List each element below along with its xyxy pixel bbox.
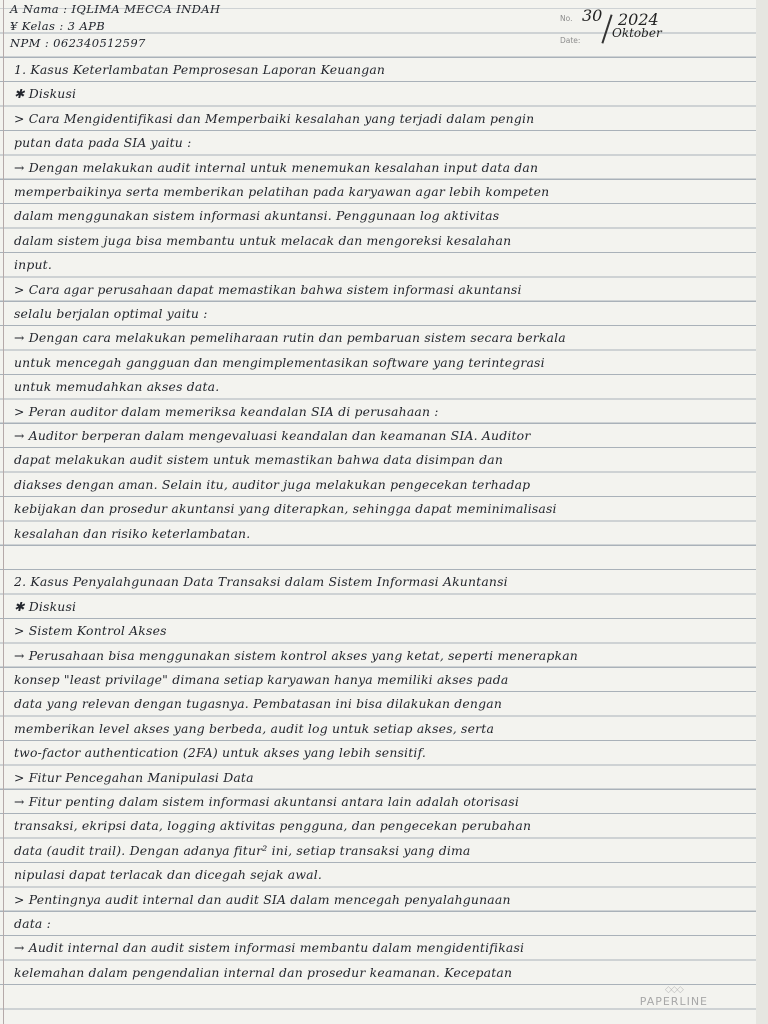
- text-line: 2. Kasus Penyalahgunaan Data Transaksi dalam Sistem Informasi Akuntansi: [14, 574, 508, 590]
- text-line: untuk mencegah gangguan dan mengimplementasikan software yang terintegrasi: [14, 354, 545, 370]
- text-line: dalam menggunakan sistem informasi akuntansi. Penggunaan log aktivitas: [14, 208, 500, 224]
- paperline-mark: ◇◇◇: [665, 985, 683, 995]
- text-line: memberikan level akses yang berbeda, audit log untuk setiap akses, serta: [14, 720, 495, 736]
- text-line: memperbaikinya serta memberikan pelatihan pada karyawan agar lebih kompeten: [14, 184, 550, 199]
- text-line: → Perusahaan bisa menggunakan sistem kontrol akses yang ketat, seperti menerapkan: [14, 647, 578, 663]
- text-line: diakses dengan aman. Selain itu, auditor juga melakukan pengecekan terhadap: [14, 476, 531, 492]
- page-edge: [756, 0, 768, 1024]
- text-line: > Cara agar perusahaan dapat memastikan bahwa sistem informasi akuntansi: [14, 281, 522, 297]
- brand-text: PAPERLINE: [639, 995, 708, 1008]
- text-line: > Peran auditor dalam memeriksa keandalan SIA di perusahaan :: [14, 403, 439, 419]
- month: Oktober: [612, 26, 662, 40]
- text-line: transaksi, ekripsi data, logging aktivitas pengguna, dan pengecekan perubahan: [14, 818, 532, 834]
- text-line: selalu berjalan optimal yaitu :: [14, 306, 208, 321]
- student-class: ¥ Kelas : 3 APB: [10, 19, 106, 33]
- text-line: → Dengan cara melakukan pemeliharaan rutin dan pembaruan sistem secara berkala: [14, 330, 566, 346]
- paperline-logo: [640, 985, 708, 1008]
- text-line: untuk memudahkan akses data.: [14, 379, 220, 395]
- text-line: > Fitur Pencegahan Manipulasi Data: [14, 769, 254, 785]
- text-line: ✱ Diskusi: [14, 86, 77, 102]
- text-line: > Sistem Kontrol Akses: [14, 623, 167, 639]
- no-label: No.: [560, 14, 573, 23]
- text-line: data (audit trail). Dengan adanya fitur² ini, setiap transaksi yang dima: [14, 842, 471, 858]
- text-line: kesalahan dan risiko keterlambatan.: [14, 525, 251, 541]
- text-line: nipulasi dapat terlacak dan dicegah sejak awal.: [14, 867, 323, 883]
- text-line: → Audit internal dan audit sistem informasi membantu dalam mengidentifikasi: [14, 940, 525, 956]
- text-line: > Cara Mengidentifikasi dan Memperbaiki kesalahan yang terjadi dalam pengin: [14, 110, 535, 126]
- text-line: two-factor authentication (2FA) untuk akses yang lebih sensitif.: [14, 745, 427, 761]
- year: 2024: [618, 10, 659, 29]
- text-line: kelemahan dalam pengendalian internal dan prosedur keamanan. Kecepatan: [14, 964, 513, 980]
- text-line: 1. Kasus Keterlambatan Pemprosesan Laporan Keuangan: [14, 62, 386, 77]
- text-line: → Fitur penting dalam sistem informasi akuntansi antara lain adalah otorisasi: [14, 794, 519, 809]
- margin-line: [3, 0, 4, 1024]
- text-line: data :: [14, 916, 51, 931]
- text-line: konsep "least privilage" dimana setiap karyawan hanya memiliki akses pada: [14, 672, 509, 687]
- text-line: > Pentingnya audit internal dan audit SIA dalam mencegah penyalahgunaan: [14, 891, 511, 907]
- student-npm: NPM : 062340512597: [10, 36, 146, 50]
- day-number: 30: [582, 6, 603, 25]
- date-box: [560, 6, 700, 46]
- text-line: → Dengan melakukan audit internal untuk menemukan kesalahan input data dan: [14, 159, 539, 175]
- date-label: Date:: [560, 36, 581, 45]
- text-line: kebijakan dan prosedur akuntansi yang diterapkan, sehingga dapat meminimalisasi: [14, 501, 557, 517]
- text-line: input.: [14, 257, 52, 273]
- text-line: dapat melakukan audit sistem untuk memastikan bahwa data disimpan dan: [14, 452, 504, 468]
- date-slash: [601, 14, 612, 43]
- text-line: ✱ Diskusi: [14, 598, 77, 614]
- student-name: A Nama : IQLIMA MECCA INDAH: [10, 2, 221, 16]
- text-line: → Auditor berperan dalam mengevaluasi keandalan dan keamanan SIA. Auditor: [14, 428, 531, 443]
- text-line: dalam sistem juga bisa membantu untuk melacak dan mengoreksi kesalahan: [14, 232, 512, 248]
- text-line: putan data pada SIA yaitu :: [14, 135, 192, 151]
- text-line: data yang relevan dengan tugasnya. Pembatasan ini bisa dilakukan dengan: [14, 696, 503, 712]
